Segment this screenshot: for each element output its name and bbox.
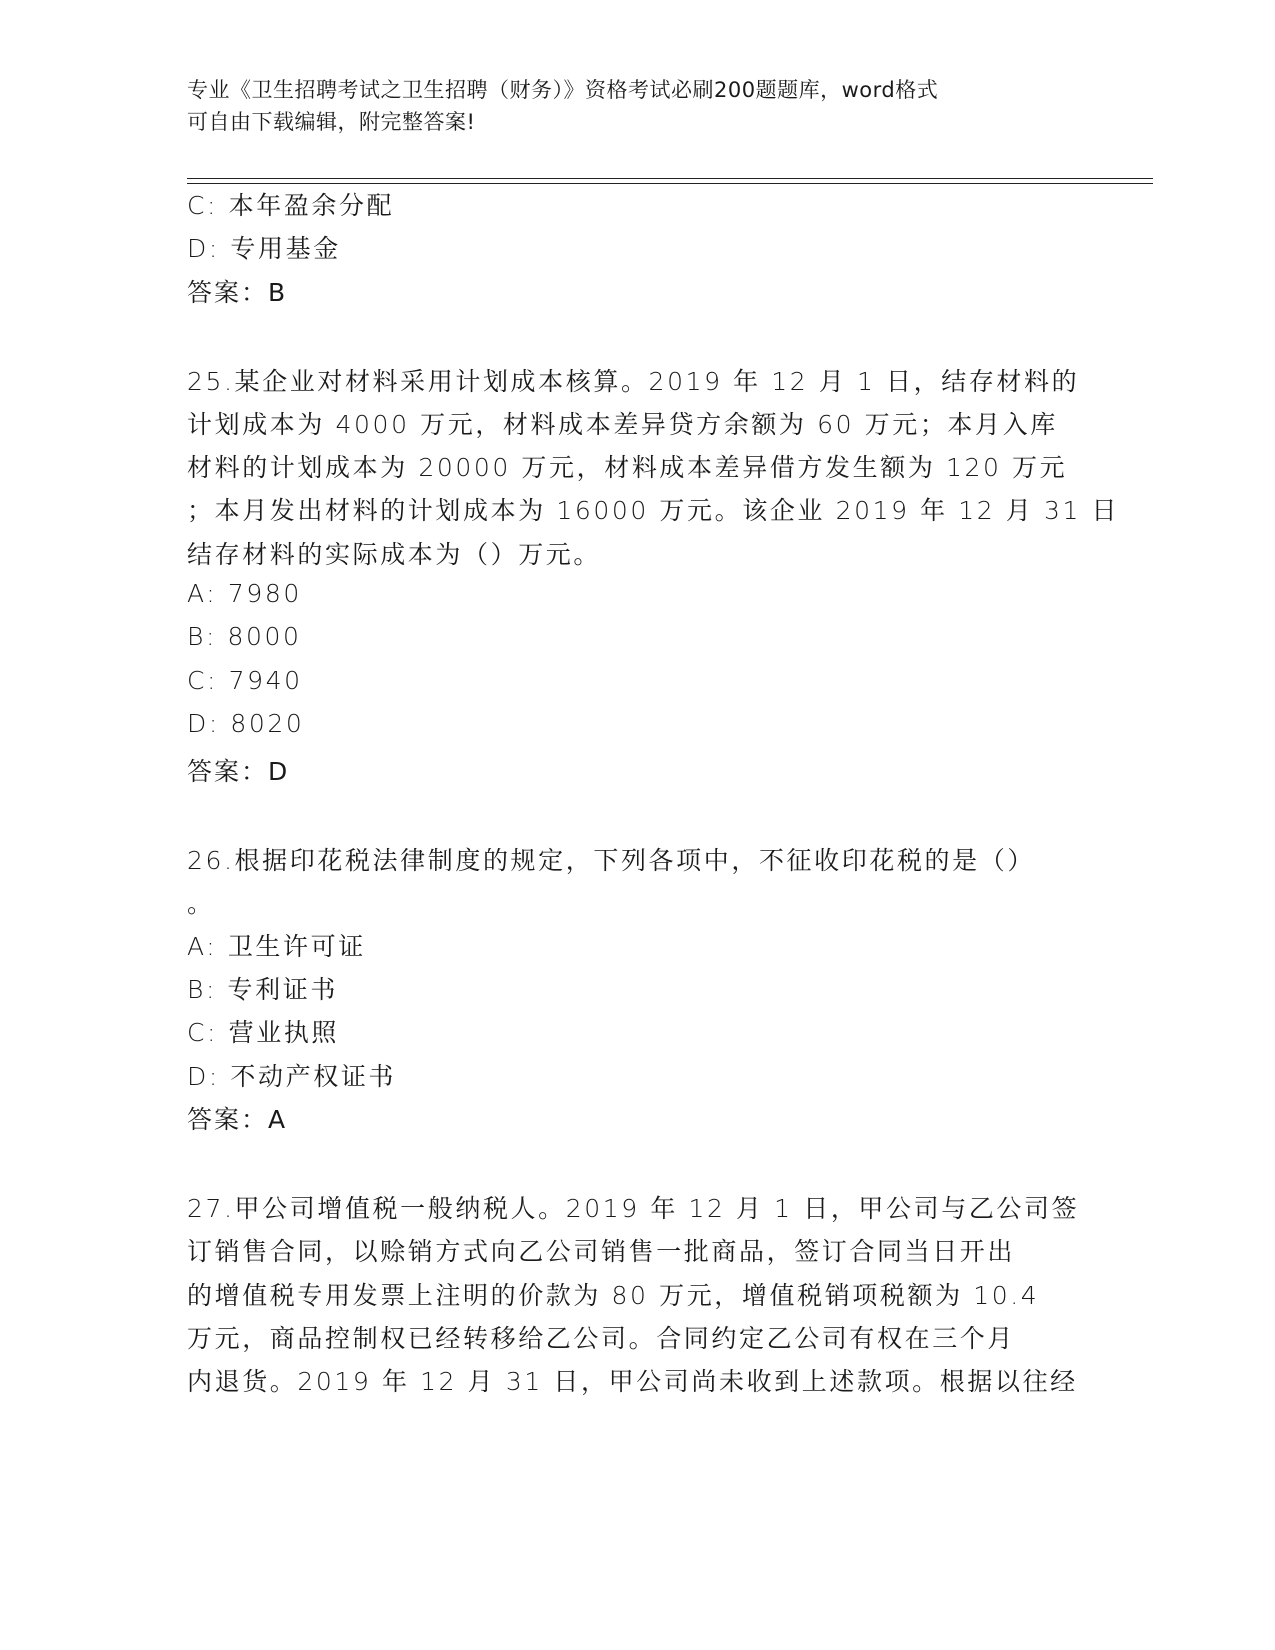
- q25-stem-line-2: 计划成本为 4000 万元，材料成本差异贷方余额为 60 万元；本月入库: [187, 410, 1058, 439]
- header-rule-bottom: [187, 183, 1153, 184]
- q27-stem-line-2: 订销售合同，以赊销方式向乙公司销售一批商品，签订合同当日开出: [187, 1237, 1016, 1266]
- q25-option-a: A: 7980: [187, 579, 302, 608]
- prev-answer: 答案：B: [187, 278, 288, 307]
- q26-option-a: A: 卫生许可证: [187, 932, 366, 961]
- q25-stem-line-5: 结存材料的实际成本为（）万元。: [187, 540, 602, 569]
- prev-option-d: D: 专用基金: [187, 234, 341, 263]
- prev-option-c: C: 本年盈余分配: [187, 191, 395, 220]
- q25-option-b: B: 8000: [187, 622, 302, 651]
- q25-answer: 答案：D: [187, 757, 290, 786]
- q25-option-c: C: 7940: [187, 666, 303, 695]
- q26-option-b: B: 专利证书: [187, 975, 338, 1004]
- q26-option-d: D: 不动产权证书: [187, 1062, 397, 1091]
- q25-stem-line-3: 材料的计划成本为 20000 万元，材料成本差异借方发生额为 120 万元: [187, 453, 1068, 482]
- q26-option-c: C: 营业执照: [187, 1018, 340, 1047]
- q25-stem-line-1: 25.某企业对材料采用计划成本核算。2019 年 12 月 1 日，结存材料的: [187, 367, 1080, 396]
- q26-answer: 答案：A: [187, 1105, 288, 1134]
- header-rule-top: [187, 178, 1153, 179]
- document-header: [187, 74, 1067, 138]
- q26-stem-line-2: 。: [187, 889, 215, 918]
- q27-stem-line-5: 内退货。2019 年 12 月 31 日，甲公司尚未收到上述款项。根据以往经: [187, 1367, 1078, 1396]
- q25-option-d: D: 8020: [187, 709, 305, 738]
- header-line-2: 可自由下载编辑，附完整答案!: [187, 110, 476, 134]
- q27-stem-line-3: 的增值税专用发票上注明的价款为 80 万元，增值税销项税额为 10.4: [187, 1281, 1040, 1310]
- q27-stem-line-4: 万元，商品控制权已经转移给乙公司。合同约定乙公司有权在三个月: [187, 1324, 1016, 1353]
- q26-stem-line-1: 26.根据印花税法律制度的规定，下列各项中，不征收印花税的是（）: [187, 846, 1035, 875]
- q25-stem-line-4: ；本月发出材料的计划成本为 16000 万元。该企业 2019 年 12 月 31 日: [187, 496, 1120, 525]
- q27-stem-line-1: 27.甲公司增值税一般纳税人。2019 年 12 月 1 日，甲公司与乙公司签: [187, 1194, 1080, 1223]
- header-line-1: 专业《卫生招聘考试之卫生招聘（财务）》资格考试必刷200题题库，word格式: [187, 78, 939, 102]
